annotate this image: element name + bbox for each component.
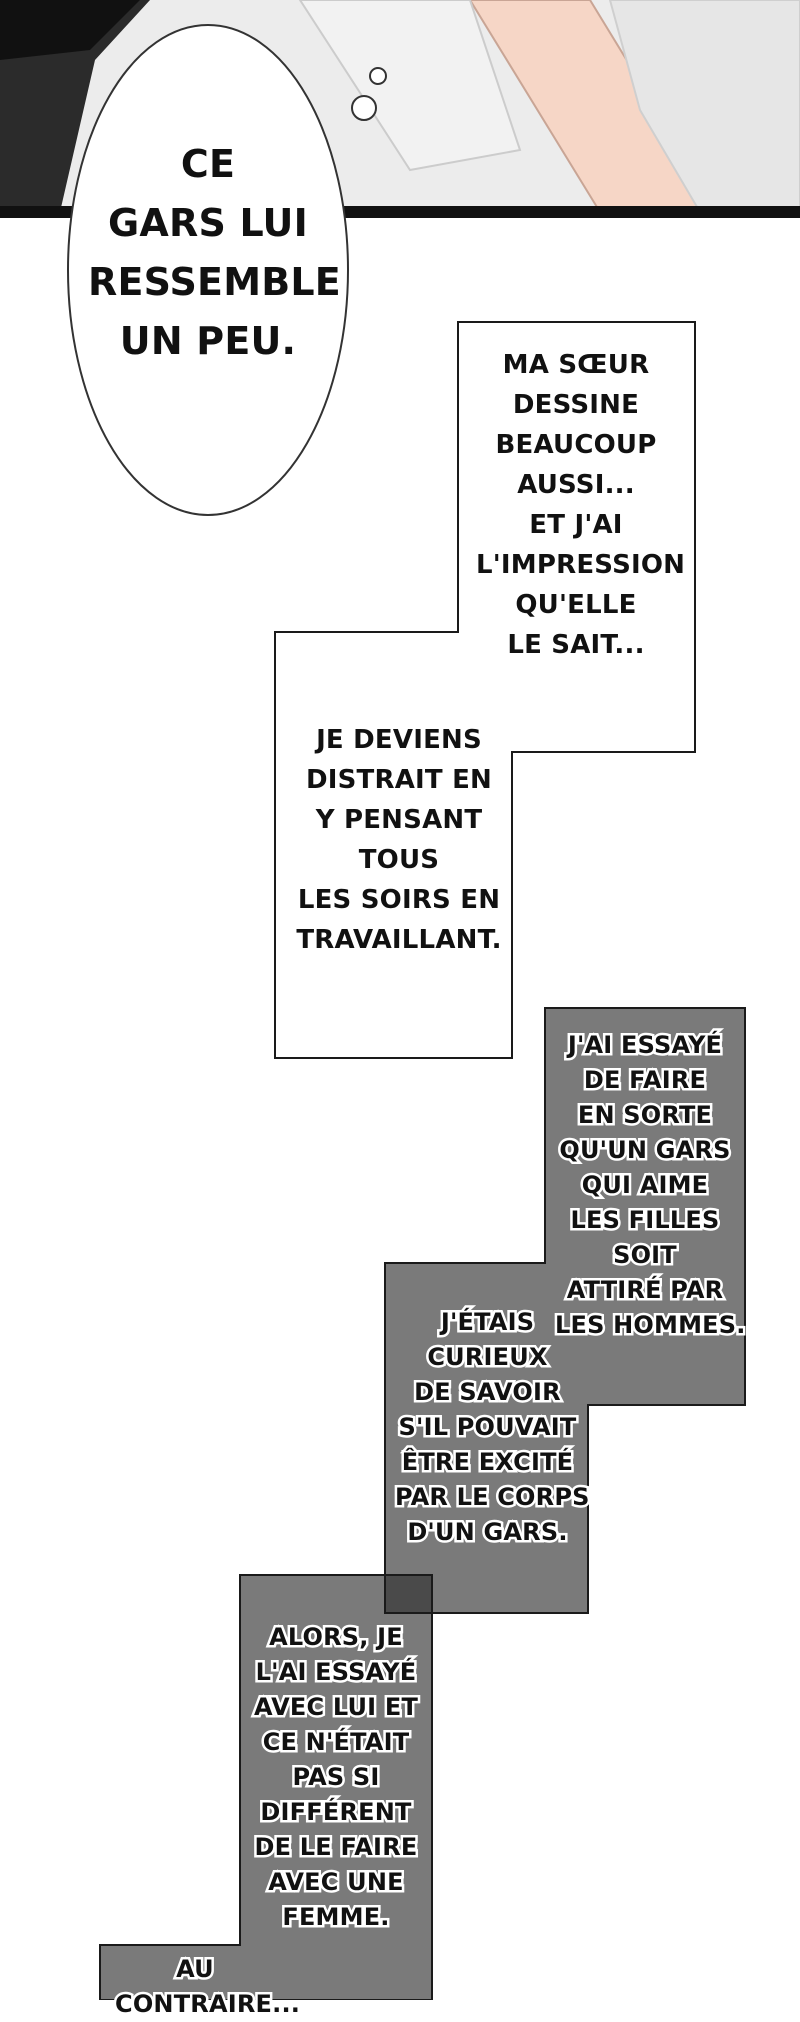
text-line: DE FAIRE bbox=[583, 1066, 707, 1094]
text-line: AVEC LUI ET bbox=[253, 1693, 419, 1721]
text-line: ÊTRE EXCITÉ bbox=[401, 1448, 574, 1476]
text-line: LE SAIT... bbox=[507, 630, 645, 660]
text-line: DE LE FAIRE bbox=[254, 1833, 418, 1861]
text-line: FEMME. bbox=[282, 1903, 390, 1931]
text-line: L'IMPRESSION bbox=[476, 550, 686, 580]
text-line: D'UN GARS. bbox=[407, 1518, 568, 1546]
text-line: DIFFÉRENT bbox=[260, 1798, 412, 1826]
text-line: CONTRAIRE... bbox=[115, 1990, 301, 2018]
text-line: CE bbox=[180, 142, 236, 186]
text-line: SOIT bbox=[613, 1241, 677, 1269]
text-line: PAR LE CORPS bbox=[395, 1483, 590, 1511]
text-line: QUI AIME bbox=[581, 1171, 709, 1199]
text-line: J'AI ESSAYÉ bbox=[567, 1031, 723, 1059]
text-line: RESSEMBLE bbox=[88, 260, 341, 304]
caption-curious bbox=[395, 1305, 590, 1550]
text-line: S'IL POUVAIT bbox=[398, 1413, 577, 1441]
text-line: DISTRAIT EN bbox=[305, 765, 493, 795]
text-line: CURIEUX bbox=[427, 1343, 548, 1371]
text-line: L'AI ESSAYÉ bbox=[255, 1658, 417, 1686]
caption-so-i-tried bbox=[252, 1620, 420, 1935]
text-line: DE SAVOIR bbox=[414, 1378, 561, 1406]
caption-distracted bbox=[290, 720, 508, 960]
text-line: GARS LUI bbox=[108, 201, 308, 245]
text-line: QU'UN GARS bbox=[559, 1136, 731, 1164]
text-line: ATTIRÉ PAR bbox=[566, 1276, 724, 1304]
caption-tried bbox=[555, 1028, 746, 1343]
box-overlap bbox=[385, 1575, 432, 1613]
text-line: LES SOIRS EN bbox=[297, 885, 501, 915]
text-line: EN SORTE bbox=[577, 1101, 713, 1129]
text-line: LES FILLES bbox=[570, 1206, 720, 1234]
text-line: CE N'ÉTAIT bbox=[262, 1728, 410, 1756]
text-line: AUSSI... bbox=[517, 470, 635, 500]
text-line: TOUS bbox=[358, 845, 440, 875]
text-line: DESSINE bbox=[512, 390, 640, 420]
text-line: TRAVAILLANT. bbox=[296, 925, 502, 955]
text-line: MA SŒUR bbox=[502, 350, 650, 380]
thought-dot-2 bbox=[352, 96, 376, 120]
text-line: ALORS, JE bbox=[269, 1623, 403, 1651]
text-line: ET J'AI bbox=[529, 510, 623, 540]
caption-on-the-contrary bbox=[115, 1952, 301, 2022]
text-line: QU'ELLE bbox=[515, 590, 637, 620]
text-line: JE DEVIENS bbox=[316, 725, 482, 755]
thought-bubble-text bbox=[88, 135, 341, 371]
text-line: PAS SI bbox=[292, 1763, 380, 1791]
text-line: AU bbox=[176, 1955, 214, 1983]
text-line: J'ÉTAIS bbox=[440, 1308, 535, 1336]
text-line: LES HOMMES. bbox=[555, 1311, 746, 1339]
text-line: BEAUCOUP bbox=[495, 430, 657, 460]
text-line: Y PENSANT bbox=[315, 805, 483, 835]
text-line: UN PEU. bbox=[119, 319, 297, 363]
text-line: AVEC UNE bbox=[268, 1868, 404, 1896]
caption-sister bbox=[476, 345, 686, 665]
thought-dot-1 bbox=[370, 68, 386, 84]
